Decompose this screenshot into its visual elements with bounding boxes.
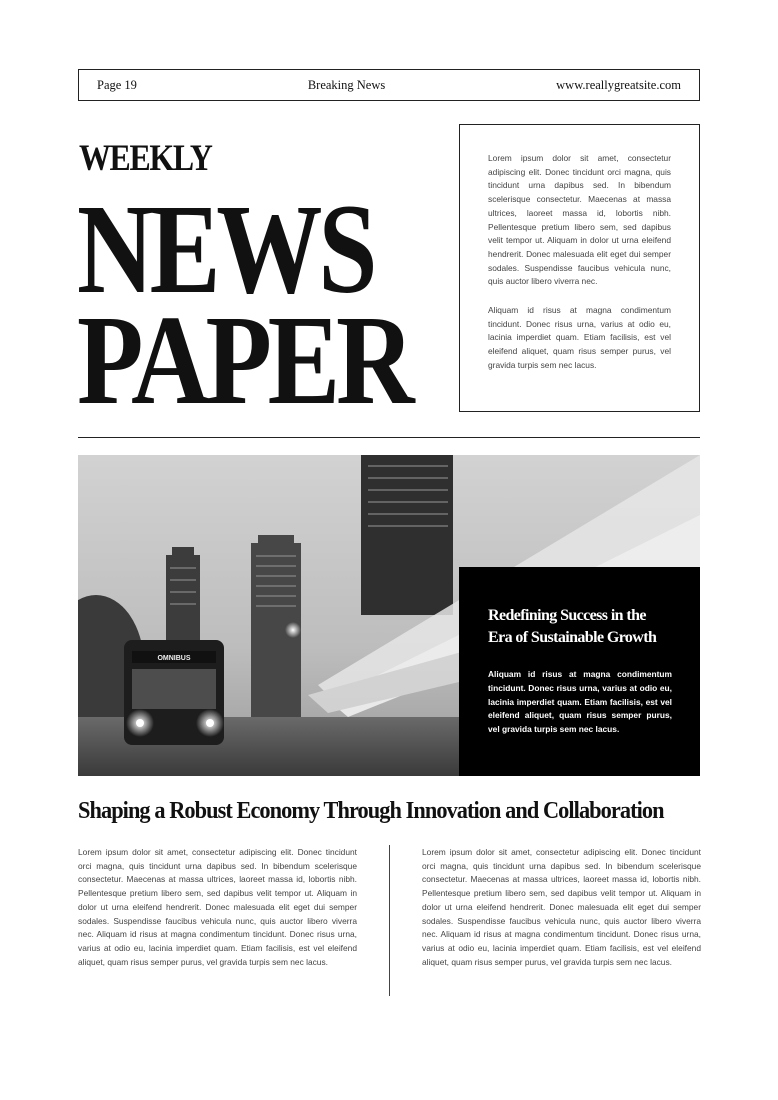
page-number: Page 19	[97, 77, 137, 92]
hero-caption-panel	[459, 567, 700, 776]
hero-panel-title: Redefining Success in the Era of Sustainable Growth	[488, 607, 657, 646]
column-divider	[389, 845, 390, 996]
article-headline: Shaping a Robust Economy Through Innovation and Collaboration	[78, 798, 664, 824]
header-bar	[78, 69, 700, 101]
bus	[124, 640, 224, 745]
website-link[interactable]: www.reallygreatsite.com	[556, 77, 681, 92]
masthead-weekly: WEEKLY	[79, 138, 212, 179]
intro-paragraph-1: Lorem ipsum dolor sit amet, consectetur adipiscing elit. Donec tincidunt orci magna, quis tincidunt urna dapibus sed. In bibendum scelerisque consectetur. Maecenas at massa ultrices, laoreet massa id, lobortis nibh. Pellentesque pretium libero sem, sed dapibus velit tempor ut. Aliquam in dolor ut urna eleifend hendrerit. Donec malesuada elit eget dui semper sodales. Suspendisse faucibus vehicula nunc, quis auctor libero viverra nec.	[488, 153, 671, 287]
section-label: Breaking News	[307, 77, 386, 92]
intro-text-box	[459, 124, 700, 412]
bus-destination-sign: OMNIBUS	[157, 655, 191, 662]
masthead-news: NEWS	[77, 178, 374, 320]
article-column-right: Lorem ipsum dolor sit amet, consectetur adipiscing elit. Donec tincidunt orci magna, quis tincidunt urna dapibus sed. In bibendum scelerisque consectetur. Maecenas at massa ultrices, laoreet massa id, lobortis nibh. Pellentesque pretium libero sem, sed dapibus velit tempor ut. Aliquam in dolor ut urna eleifend hendrerit. Donec malesuada elit eget dui semper sodales. Suspendisse faucibus vehicula nunc, quis auctor libero viverra nec. Aliquam id risus at magna condimentum tincidunt. Donec risus urna, varius at odio eu, lacinia imperdiet quam. Etiam facilisis, est vel eleifend aliquet, quam risus semper purus, vel gravida turpis sem nec lacus.	[422, 847, 701, 967]
intro-paragraph-2: Aliquam id risus at magna condimentum tincidunt. Donec risus urna, varius at odio eu, lacinia imperdiet quam. Etiam facilisis, est vel eleifend aliquet, quam risus semper purus, vel gravida turpis sem nec lacus.	[488, 305, 671, 370]
article-column-left: Lorem ipsum dolor sit amet, consectetur adipiscing elit. Donec tincidunt orci magna, quis tincidunt urna dapibus sed. In bibendum scelerisque consectetur. Maecenas at massa ultrices, laoreet massa id, lobortis nibh. Pellentesque pretium libero sem, sed dapibus velit tempor ut. Aliquam in dolor ut urna eleifend hendrerit. Donec malesuada elit eget dui semper sodales. Suspendisse faucibus vehicula nunc, quis auctor libero viverra nec. Aliquam id risus at magna condimentum tincidunt. Donec risus urna, varius at odio eu, lacinia imperdiet quam. Etiam facilisis, est vel eleifend aliquet, quam risus semper purus, vel gravida turpis sem nec lacus.	[78, 847, 357, 967]
hero-panel-text: Aliquam id risus at magna condimentum tincidunt. Donec risus urna, varius at odio eu, lacinia imperdiet quam. Etiam facilisis, est vel eleifend aliquet, quam risus semper purus, vel gravida turpis sem nec lacus.	[488, 669, 672, 735]
masthead-paper: PAPER	[77, 289, 411, 431]
section-divider	[78, 437, 700, 438]
